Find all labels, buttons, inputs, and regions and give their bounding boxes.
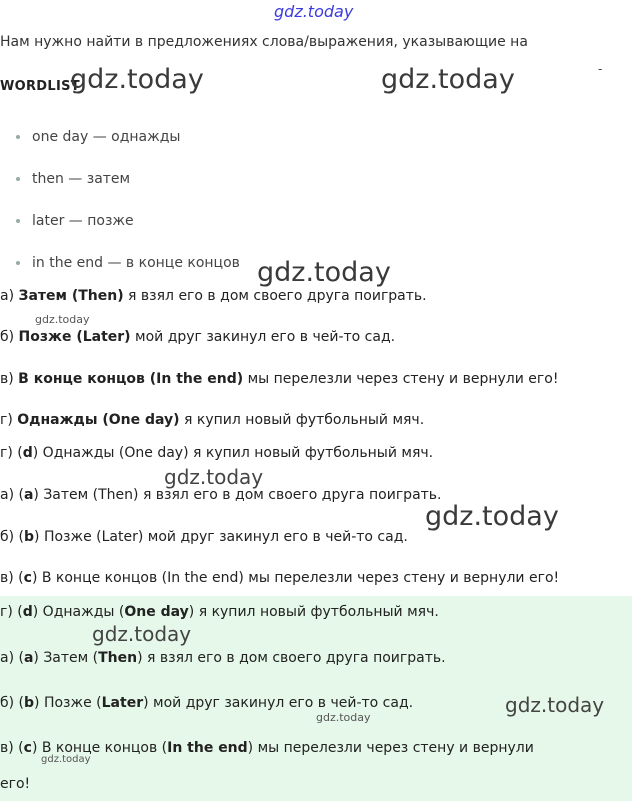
intro-text: Нам нужно найти в предложениях слова/выражения, указывающие на	[0, 34, 528, 50]
list-item	[16, 213, 134, 229]
ordered-sentence-c: в) (c) В конце концов (In the end) мы перелезли через стену и вернули его!	[0, 570, 560, 586]
answer-sentence-b: б) (b) Позже (Later) мой друг закинул его в чей-то сад.	[0, 695, 414, 711]
answer-sentence-d: г) (d) Однажды (One day) я купил новый футбольный мяч.	[0, 604, 439, 620]
watermark: gdz.today	[35, 313, 90, 326]
answer-sentence-c-continued: его!	[0, 776, 31, 792]
watermark-top: gdz.today	[274, 2, 354, 21]
bullet-icon	[16, 219, 20, 223]
watermark: gdz.today	[92, 622, 192, 646]
answer-sentence-a: а) (a) Затем (Then) я взял его в дом своего друга поиграть.	[0, 650, 446, 666]
list-item	[16, 171, 130, 187]
list-item-text: then — затем	[32, 171, 131, 187]
ordered-sentence-a: а) (a) Затем (Then) я взял его в дом своего друга поиграть.	[0, 487, 442, 503]
watermark: gdz.today	[164, 465, 264, 489]
watermark: gdz.today	[41, 754, 91, 765]
list-item-text: in the end — в конце концов	[32, 255, 240, 271]
sentence-c: в) В конце концов (In the end) мы перелезли через стену и вернули его!	[0, 371, 559, 387]
ordered-sentence-d: г) (d) Однажды (One day) я купил новый футбольный мяч.	[0, 445, 434, 461]
watermark: gdz.today	[70, 64, 204, 95]
ordered-sentence-b: б) (b) Позже (Later) мой друг закинул его в чей-то сад.	[0, 529, 408, 545]
watermark: gdz.today	[381, 64, 515, 95]
list-item-text: one day — однажды	[32, 129, 181, 145]
watermark: gdz.today	[505, 693, 605, 717]
sentence-a: а) Затем (Then) я взял его в дом своего друга поиграть.	[0, 288, 427, 304]
list-item	[16, 255, 240, 271]
sentence-b: б) Позже (Later) мой друг закинул его в чей-то сад.	[0, 329, 396, 345]
wordlist-title: WORDLIST	[0, 79, 80, 94]
watermark: gdz.today	[316, 711, 371, 724]
watermark: gdz.today	[257, 257, 391, 288]
list-item	[16, 129, 180, 145]
answer-sentence-c: в) (c) В конце концов (In the end) мы перелезли через стену и вернули	[0, 740, 534, 756]
sentence-d: г) Однажды (One day) я купил новый футбольный мяч.	[0, 412, 425, 428]
list-item-text: later — позже	[32, 213, 134, 229]
dash-mark: -	[598, 62, 603, 76]
bullet-icon	[16, 135, 20, 139]
bullet-icon	[16, 261, 20, 265]
watermark: gdz.today	[425, 501, 559, 532]
bullet-icon	[16, 177, 20, 181]
